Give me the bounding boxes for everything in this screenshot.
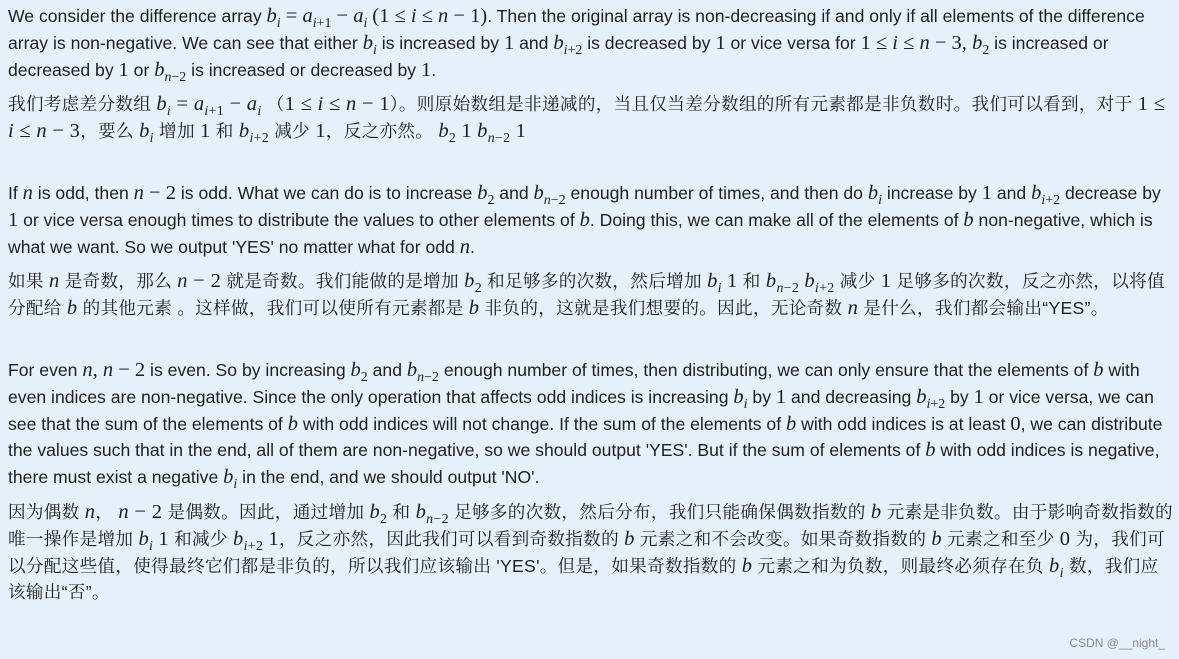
- math-expression: $b_2$: [438, 120, 457, 147]
- math-expression: 1: [715, 31, 726, 54]
- math-expression: 1 ≤ i ≤ n − 3: [8, 93, 1166, 143]
- math-expression: n: [84, 500, 96, 523]
- math-expression: $b_{i+2}$: [1031, 181, 1061, 208]
- math-expression: b: [468, 297, 480, 320]
- math-expression: b: [931, 527, 942, 550]
- math-expression: $b_{i+2}$: [916, 385, 946, 412]
- math-expression: 1: [200, 120, 211, 143]
- math-expression: 1: [880, 270, 892, 293]
- math-expression: n − 2: [177, 270, 222, 293]
- paragraph-3-en: For even n, n − 2 is even. So by increasing $b_2$ and $b_{n-2}$ enough number of times, then distributing, we can only ensure that the elements of b with even indices are non-negative. Since the only operation that affects odd indices is increasing $b_i$ by 1 and decreasing $b_{i+2}$ by 1 or vice versa, we can see that the sum of the elements of b with odd indices will not change. If the sum of the elements of b with odd indices is at least 0, we can distribute the values such that in the end, all of them are non-negative, so we should output 'YES'. But if the sum of elements of b with odd indices is negative, there must exist a negative $b_i$ in the end, and we should output 'NO'.: [8, 358, 1163, 493]
- math-expression: 1: [981, 181, 992, 204]
- math-expression: n − 2: [133, 181, 176, 204]
- math-expression: $b_2$: [464, 270, 482, 297]
- math-expression: $b_i$: [139, 120, 154, 147]
- math-expression: $b_{i+2}$: [804, 270, 835, 297]
- math-expression: $b_{n-2}$: [477, 120, 511, 147]
- math-expression: b: [1093, 358, 1104, 381]
- math-expression: $b_i$: [1049, 554, 1064, 581]
- math-expression: 1: [315, 120, 326, 143]
- paragraph-2-zh: 如果 n 是奇数，那么 n − 2 就是奇数。我们能做的是增加 $b_2$ 和足够多的次数，然后增加 $b_i$ 1 和 $b_{n-2}$ $b_{i+2}$ 减少 1 足够多的次数，反之亦然，以将值分配给 b 的其他元素 。这样做，我们可以使所有元素都是 b 非负的，这就是我们想要的。因此，无论奇数 n 是什么，我们都会输出“YES”。: [8, 270, 1165, 320]
- math-expression: 1: [118, 58, 129, 81]
- csdn-watermark: CSDN @__night_: [1069, 636, 1165, 650]
- math-expression: 1: [727, 270, 738, 293]
- math-expression: b: [870, 500, 882, 523]
- math-expression: b: [963, 208, 974, 231]
- math-expression: 1: [775, 385, 787, 408]
- paragraph-1-en: We consider the difference array $b_i = a_{i+1} - a_i$ (1 ≤ i ≤ n − 1). Then the original array is non-decreasing if and only if all elements of the difference array is non-negative. We can see that either $b_i$ is increased by 1 and $b_{i+2}$ is decreased by 1 or vice versa for 1 ≤ i ≤ n − 3, $b_2$ is increased or decreased by 1 or $b_{n-2}$ is increased or decreased by 1.: [8, 5, 1145, 85]
- math-expression: 1: [420, 58, 432, 81]
- math-expression: n − 2: [118, 500, 163, 523]
- math-expression: 1 ≤ i ≤ n − 3, $b_2$: [860, 31, 990, 58]
- math-expression: b: [624, 527, 635, 550]
- math-expression: 1: [973, 385, 984, 408]
- math-expression: 1: [8, 208, 19, 231]
- math-expression: n, n − 2: [82, 358, 146, 381]
- math-expression: $b_i$: [138, 527, 154, 554]
- math-expression: b: [785, 412, 797, 435]
- math-expression: 1: [268, 527, 279, 550]
- math-expression: $b_{n-2}$: [415, 500, 449, 527]
- math-expression: $b_{n-2}$: [533, 181, 566, 208]
- math-expression: $b_2$: [350, 358, 368, 385]
- math-expression: b: [741, 554, 753, 577]
- math-expression: (1 ≤ i ≤ n − 1): [372, 5, 488, 27]
- paragraph-1-zh: 我们考虑差分数组 $b_i = a_{i+1} - a_i$ （1 ≤ i ≤ n − 1）。则原始数组是非递减的，当且仅当差分数组的所有元素都是非负数时。我们可以看到，对于 1 ≤ i ≤ n − 3，要么 $b_i$ 增加 1 和 $b_{i+2}$ 减少 1，反之亦然。 $b_2$ 1 $b_{n-2}$ 1: [8, 93, 1166, 147]
- math-expression: n: [459, 235, 470, 258]
- paragraph-3-zh: 因为偶数 n， n − 2 是偶数。因此，通过增加 $b_2$ 和 $b_{n-2}$ 足够多的次数，然后分布，我们只能确保偶数指数的 b 元素是非负数。由于影响奇数指数的唯一操作是增加 $b_i$ 1 和减少 $b_{i+2}$ 1，反之亦然，因此我们可以看到奇数指数的 b 元素之和不会改变。如果奇数指数的 b 元素之和至少 0 为，我们可以分配这些值，使得最终它们都是非负的，所以我们应该输出 'YES'。但是，如果奇数指数的 b 元素之和为负数，则最终必须存在负 $b_i$ 数，我们应该输出“否”。: [8, 500, 1173, 603]
- math-expression: $b_{i+2}$: [238, 120, 270, 147]
- math-expression: $b_i$: [707, 270, 722, 297]
- math-expression: n: [847, 297, 859, 320]
- math-expression: 0: [1059, 527, 1071, 550]
- math-expression: n: [22, 181, 33, 204]
- math-expression: $b_{i+2}$: [233, 527, 264, 554]
- math-expression: 1: [515, 120, 527, 143]
- math-expression: $b_i = a_{i+1} - a_i$: [266, 5, 368, 31]
- math-expression: $b_i$: [867, 181, 882, 208]
- math-expression: $b_i = a_{i+1} - a_i$: [156, 93, 262, 120]
- math-expression: b: [66, 297, 78, 320]
- math-expression: 1 ≤ i ≤ n − 1: [284, 93, 390, 116]
- math-expression: $b_{n-2}$: [406, 358, 439, 385]
- math-expression: $b_i$: [223, 466, 238, 493]
- math-expression: $b_2$: [477, 181, 495, 208]
- math-expression: $b_i$: [733, 385, 748, 412]
- paragraph-2-en: If n is odd, then n − 2 is odd. What we can do is to increase $b_2$ and $b_{n-2}$ enough number of times, and then do $b_i$ increase by 1 and $b_{i+2}$ decrease by 1 or vice versa enough times to distribute the values to other elements of b. Doing this, we can make all of the elements of b non-negative, which is what we want. So we output 'YES' no matter what for odd n.: [8, 181, 1161, 258]
- math-expression: $b_{n-2}$: [765, 270, 800, 297]
- math-expression: b: [287, 412, 298, 435]
- article-body: [8, 3, 1174, 606]
- math-expression: 0: [1010, 412, 1021, 435]
- math-expression: 1: [503, 31, 515, 54]
- math-expression: 1: [461, 120, 472, 143]
- math-expression: n: [48, 270, 60, 293]
- math-expression: b: [925, 439, 936, 462]
- math-expression: $b_{i+2}$: [553, 31, 583, 58]
- math-expression: $b_2$: [369, 500, 388, 527]
- math-expression: 1: [158, 527, 169, 550]
- math-expression: b: [579, 208, 590, 231]
- math-expression: $b_i$: [362, 31, 377, 58]
- math-expression: $b_{n-2}$: [154, 58, 187, 85]
